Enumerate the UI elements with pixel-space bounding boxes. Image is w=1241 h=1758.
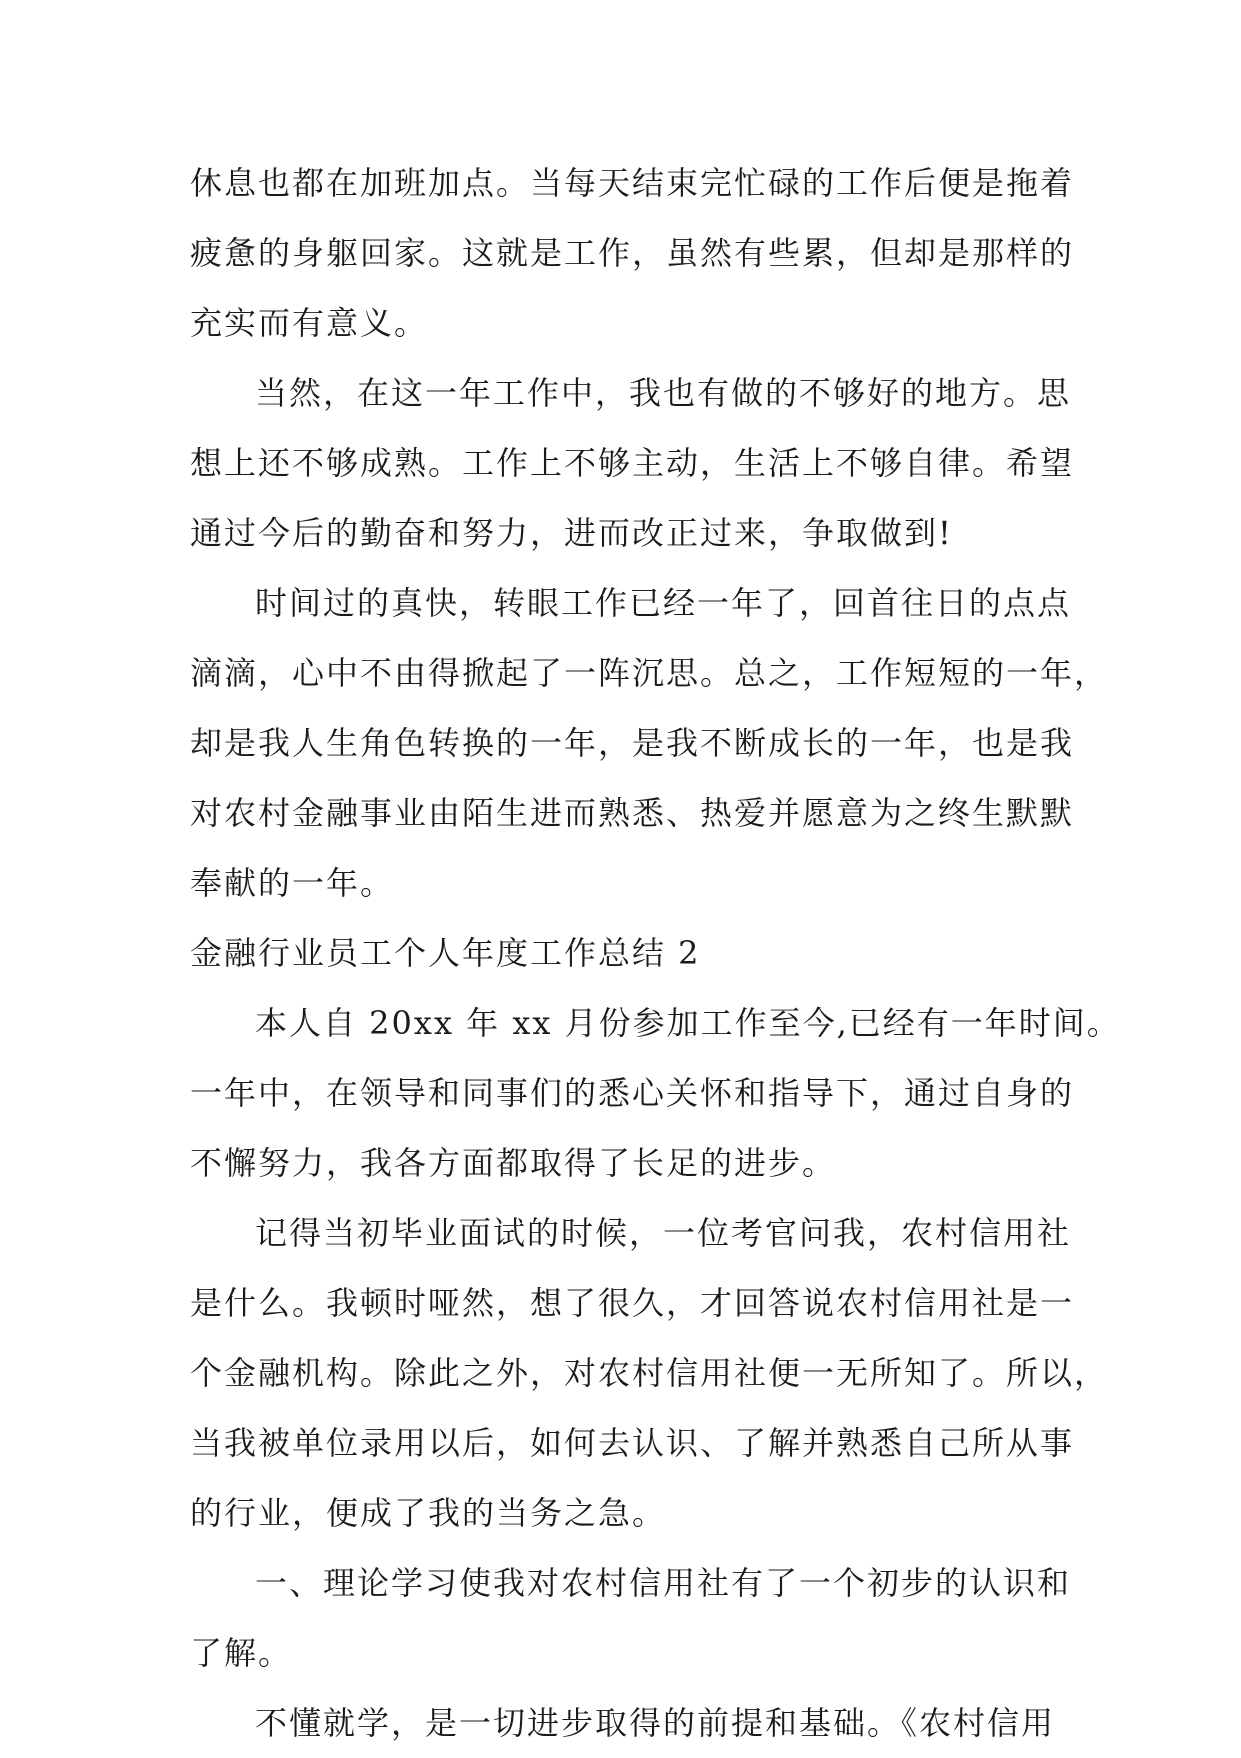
text-line: 滴滴，心中不由得掀起了一阵沉思。总之，工作短短的一年，: [190, 654, 1109, 692]
text-line: 当然，在这一年工作中，我也有做的不够好的地方。思: [255, 374, 1072, 412]
text-line: 记得当初毕业面试的时候，一位考官问我，农村信用社: [255, 1214, 1072, 1252]
text-line: 一、理论学习使我对农村信用社有了一个初步的认识和: [255, 1564, 1072, 1602]
text-line: 休息也都在加班加点。当每天结束完忙碌的工作后便是拖着: [190, 164, 1075, 202]
section-heading: 金融行业员工个人年度工作总结 2: [190, 934, 701, 972]
text-line: 通过今后的勤奋和努力，进而改正过来，争取做到!: [190, 514, 953, 552]
text-line: 不懈努力，我各方面都取得了长足的进步。: [190, 1144, 837, 1182]
text-line: 疲惫的身躯回家。这就是工作，虽然有些累，但却是那样的: [190, 234, 1075, 272]
text-line: 时间过的真快，转眼工作已经一年了，回首往日的点点: [255, 584, 1072, 622]
text-line: 对农村金融事业由陌生进而熟悉、热爱并愿意为之终生默默: [190, 794, 1075, 832]
text-line: 是什么。我顿时哑然，想了很久，才回答说农村信用社是一: [190, 1284, 1075, 1322]
text-line: 一年中，在领导和同事们的悉心关怀和指导下，通过自身的: [190, 1074, 1075, 1112]
text-line: 的行业，便成了我的当务之急。: [190, 1494, 667, 1532]
text-line: 当我被单位录用以后，如何去认识、了解并熟悉自己所从事: [190, 1424, 1075, 1462]
text-line: 充实而有意义。: [190, 304, 429, 342]
text-line: 奉献的一年。: [190, 864, 395, 902]
text-line: 不懂就学，是一切进步取得的前提和基础。《农村信用: [255, 1704, 1056, 1742]
text-line: 个金融机构。除此之外，对农村信用社便一无所知了。所以，: [190, 1354, 1109, 1392]
text-line: 了解。: [190, 1634, 293, 1672]
text-line: 本人自 20xx 年 xx 月份参加工作至今,已经有一年时间。: [255, 1004, 1121, 1042]
text-line: 却是我人生角色转换的一年，是我不断成长的一年，也是我: [190, 724, 1075, 762]
text-line: 想上还不够成熟。工作上不够主动，生活上不够自律。希望: [190, 444, 1075, 482]
